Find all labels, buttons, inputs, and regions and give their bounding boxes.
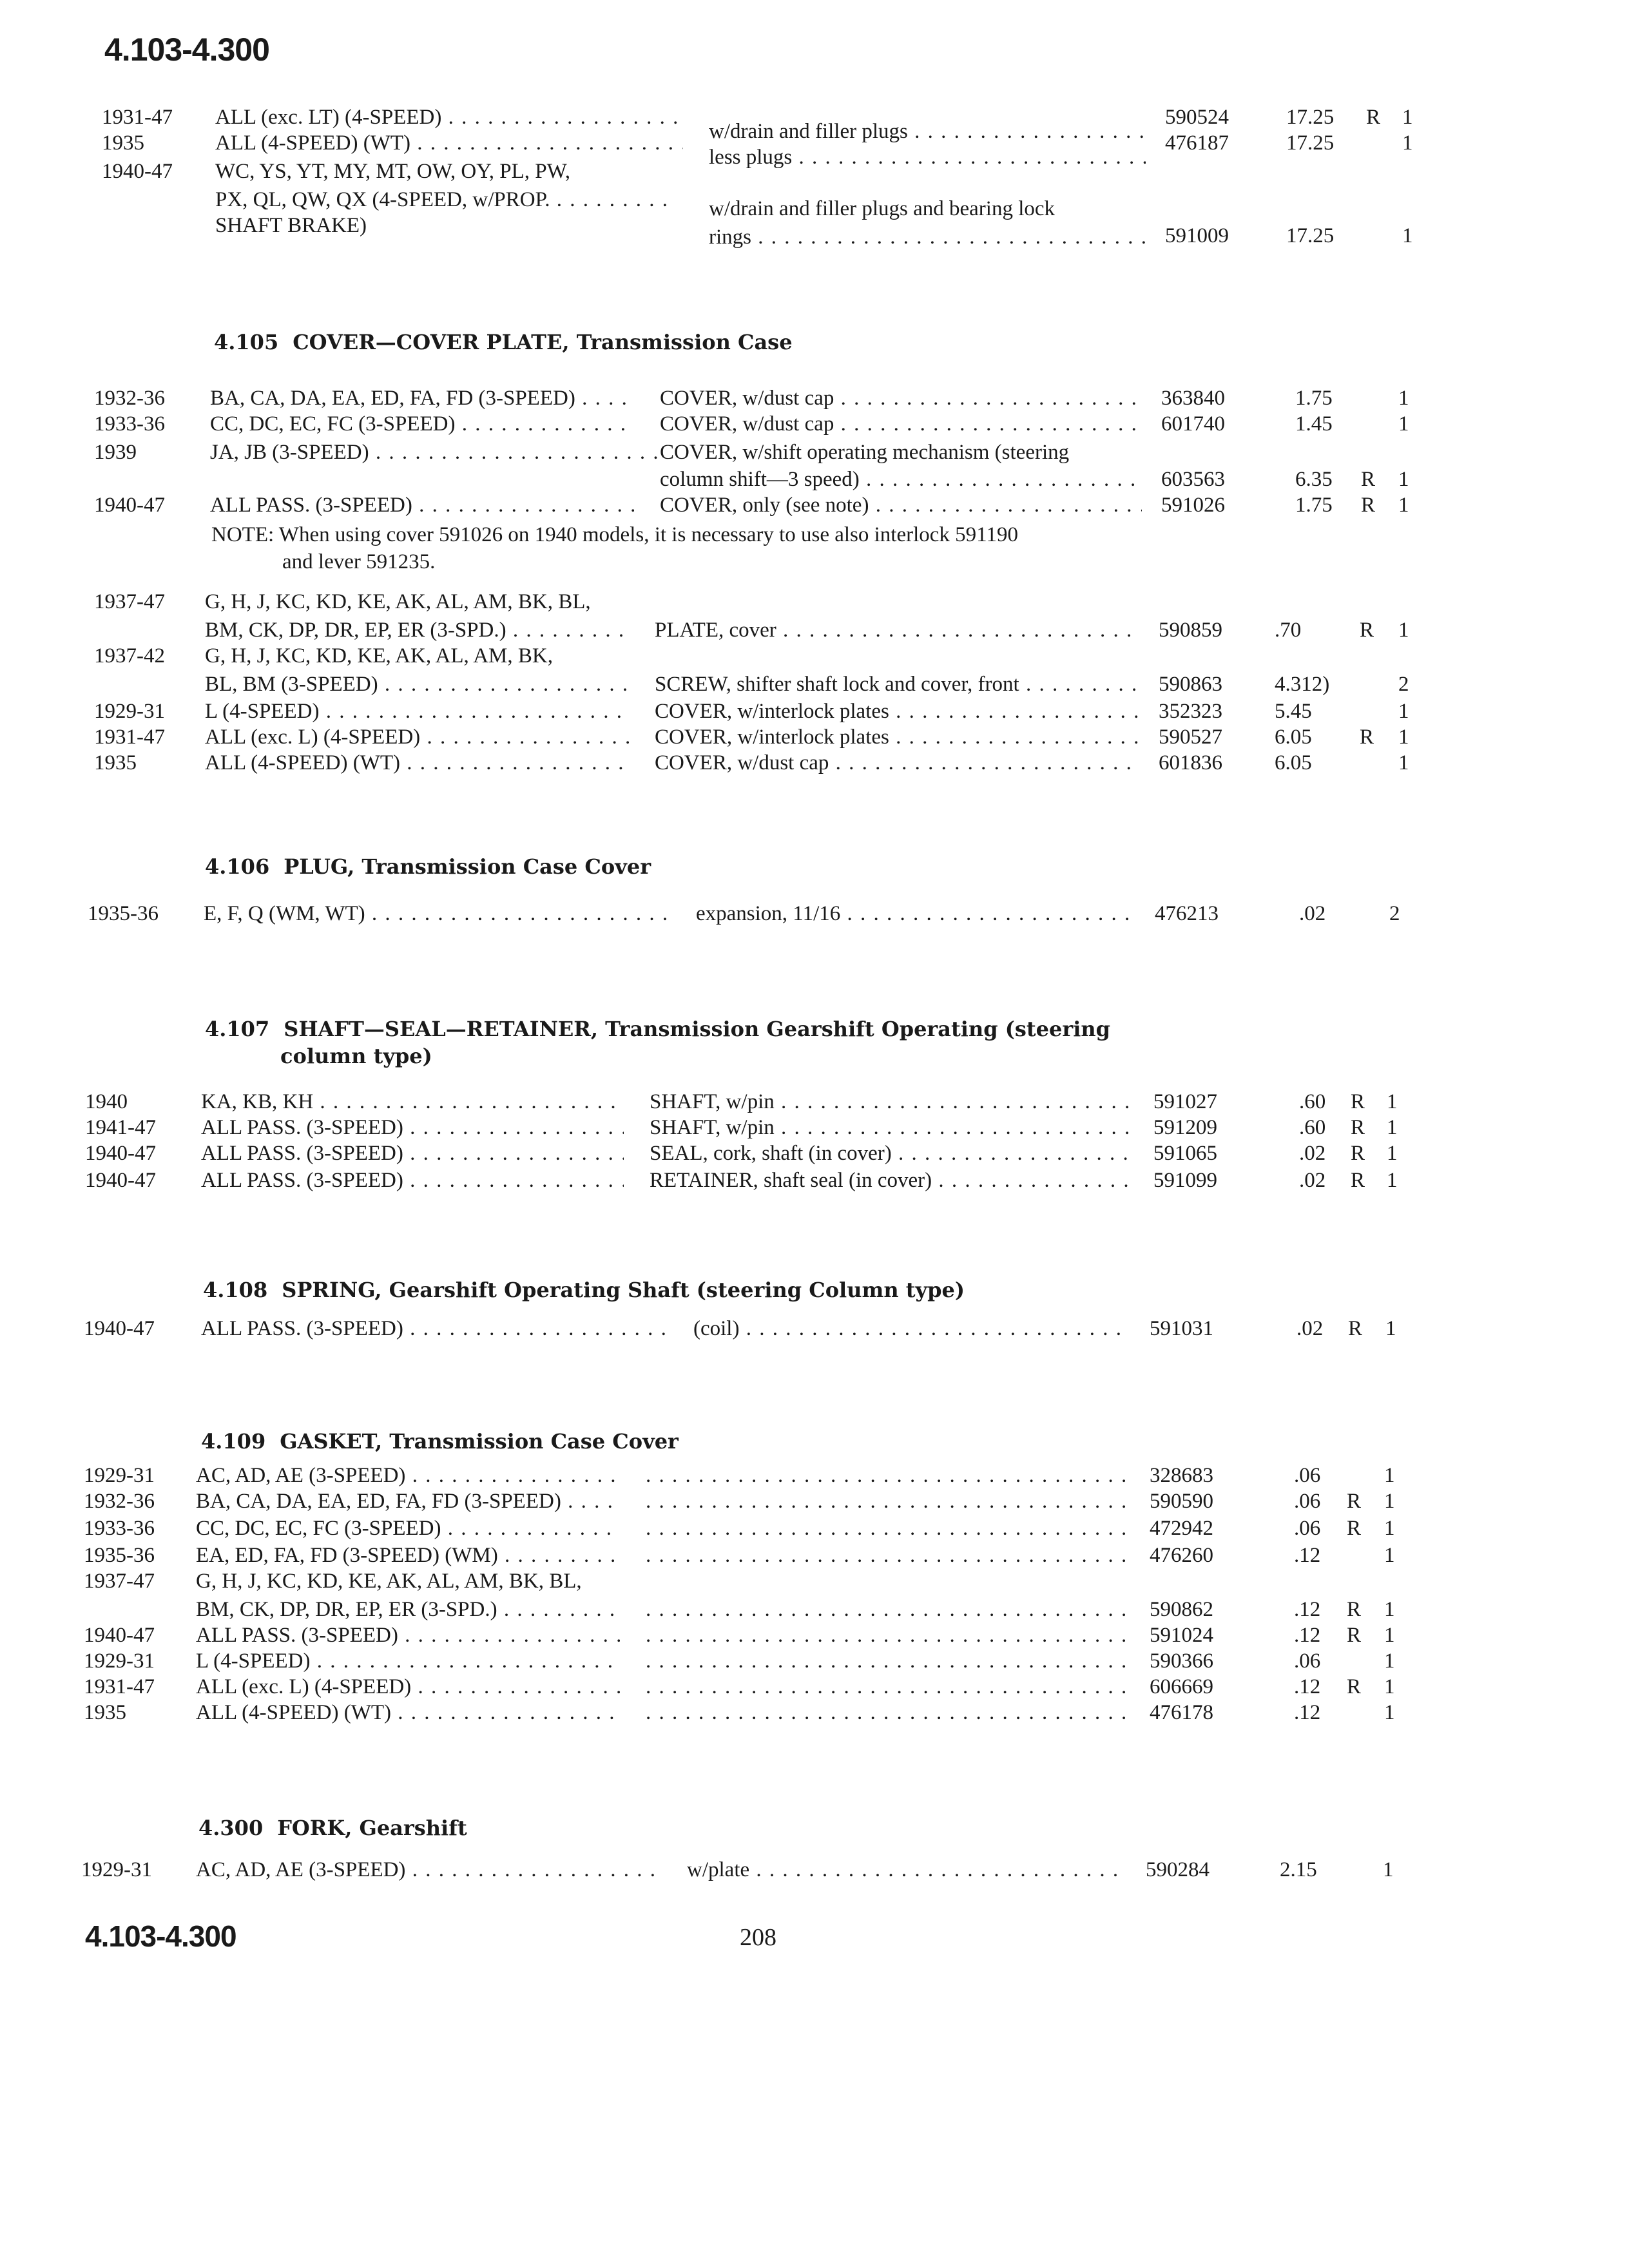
description-cell xyxy=(646,1698,1130,1727)
quantity-cell: 1 xyxy=(1398,726,1409,749)
part-number-cell: 590862 xyxy=(1150,1598,1213,1621)
models-cell: AC, AD, AE (3-SPEED) . . . xyxy=(196,1856,661,1884)
models-cell: BM, CK, DP, DR, EP, ER (3-SPD.) . . . xyxy=(205,616,629,644)
price-cell: 17.25 xyxy=(1286,106,1335,129)
price-cell: .06 xyxy=(1294,1649,1321,1673)
description-cell: column shift—3 speed) . . . xyxy=(660,465,1142,494)
quantity-cell: 1 xyxy=(1387,1116,1398,1139)
part-number-cell: 363840 xyxy=(1161,387,1225,410)
price-cell: 1.75 xyxy=(1295,494,1333,517)
year-cell: 1935-36 xyxy=(84,1544,155,1567)
models-cell: ALL PASS. (3-SPEED) . . . xyxy=(201,1314,668,1343)
models-cell: ALL PASS. (3-SPEED) . . . xyxy=(201,1139,624,1168)
page-header-title: 4.103-4.300 xyxy=(104,32,269,68)
code-cell: R xyxy=(1347,1624,1362,1647)
price-cell: 17.25 xyxy=(1286,224,1335,247)
code-cell: R xyxy=(1348,1317,1363,1340)
part-number-cell: 591065 xyxy=(1153,1142,1217,1165)
models-cell: L (4-SPEED) . . . xyxy=(196,1647,620,1675)
year-cell: 1929-31 xyxy=(84,1464,155,1487)
description-cell xyxy=(646,1487,1130,1515)
part-number-cell: 591099 xyxy=(1153,1169,1217,1192)
models-cell: KA, KB, KH . . . xyxy=(201,1088,624,1116)
part-number-cell: 606669 xyxy=(1150,1675,1213,1698)
parts-row xyxy=(0,410,1629,439)
parts-row xyxy=(0,222,1629,251)
price-cell: .12 xyxy=(1294,1675,1321,1698)
section-title: PLUG, Transmission Case Cover xyxy=(284,854,651,879)
section-number: 4.300 xyxy=(198,1816,264,1840)
description-cell xyxy=(646,1673,1130,1701)
quantity-cell: 1 xyxy=(1402,224,1413,247)
quantity-cell: 1 xyxy=(1384,1517,1395,1540)
quantity-cell: 2 xyxy=(1398,673,1409,696)
section-heading-4-109 xyxy=(201,1429,679,1454)
description-cell: COVER, w/dust cap . . . xyxy=(660,384,1142,412)
parts-row xyxy=(0,588,1629,617)
year-cell: 1933-36 xyxy=(84,1517,155,1540)
models-cell: CC, DC, EC, FC (3-SPEED) . . . xyxy=(210,410,634,438)
price-cell: .02 xyxy=(1299,1169,1326,1192)
description-cell: SHAFT, w/pin . . . xyxy=(650,1088,1134,1116)
models-cell: ALL (exc. L) (4-SPEED) . . . xyxy=(205,723,629,751)
price-cell: .02 xyxy=(1296,1317,1324,1340)
price-cell: .12 xyxy=(1294,1624,1321,1647)
description-cell xyxy=(646,1647,1130,1675)
section-title: GASKET, Transmission Case Cover xyxy=(280,1429,679,1454)
year-cell: 1929-31 xyxy=(81,1858,152,1881)
models-cell: G, H, J, KC, KD, KE, AK, AL, AM, BK, BL, xyxy=(196,1570,582,1593)
quantity-cell: 1 xyxy=(1384,1544,1395,1567)
models-cell: ALL PASS. (3-SPEED) . . . xyxy=(201,1166,624,1195)
section-heading-4-107 xyxy=(205,1017,1110,1041)
price-cell: 1.75 xyxy=(1295,387,1333,410)
part-number-cell: 591031 xyxy=(1150,1317,1213,1340)
models-cell: ALL (4-SPEED) (WT) . . . xyxy=(215,129,683,157)
year-cell: 1940-47 xyxy=(85,1142,156,1165)
parts-row xyxy=(0,129,1629,169)
part-number-cell: 352323 xyxy=(1159,700,1222,723)
year-cell: 1941-47 xyxy=(85,1116,156,1139)
quantity-cell: 1 xyxy=(1384,1464,1395,1487)
parts-row xyxy=(0,1567,1629,1597)
year-cell: 1937-42 xyxy=(94,644,165,668)
part-number-cell: 601836 xyxy=(1159,751,1222,774)
quantity-cell: 1 xyxy=(1402,106,1413,129)
parts-row xyxy=(0,749,1629,778)
part-number-cell: 476187 xyxy=(1165,131,1229,155)
price-cell: .06 xyxy=(1294,1517,1321,1540)
description-cell: w/drain and filler plugs . . . xyxy=(709,117,1146,146)
price-cell: .12 xyxy=(1294,1544,1321,1567)
section-heading-4-106 xyxy=(205,854,651,879)
part-number-cell: 603563 xyxy=(1161,468,1225,491)
part-number-cell: 591009 xyxy=(1165,224,1229,247)
description-cell: COVER, w/dust cap . . . xyxy=(660,410,1142,438)
code-cell: R xyxy=(1361,468,1376,491)
price-cell: .60 xyxy=(1299,1116,1326,1139)
models-cell: ALL PASS. (3-SPEED) . . . xyxy=(210,491,634,519)
year-cell: 1940-47 xyxy=(84,1624,155,1647)
description-cell: expansion, 11/16 . . . xyxy=(696,899,1135,928)
models-cell: AC, AD, AE (3-SPEED) . . . xyxy=(196,1461,620,1490)
part-number-cell: 476178 xyxy=(1150,1701,1213,1724)
models-cell: BL, BM (3-SPEED) . . . xyxy=(205,670,629,698)
section-title: SHAFT—SEAL—RETAINER, Transmission Gearshift Operating (steering xyxy=(284,1017,1111,1041)
quantity-cell: 1 xyxy=(1398,619,1409,642)
section-title: FORK, Gearshift xyxy=(277,1816,467,1840)
part-number-cell: 590859 xyxy=(1159,619,1222,642)
price-cell: .06 xyxy=(1294,1464,1321,1487)
models-cell: WC, YS, YT, MY, MT, OW, OY, PL, PW, xyxy=(215,160,570,183)
parts-row xyxy=(0,1139,1629,1169)
section-heading-4-107-line2: column type) xyxy=(280,1044,432,1068)
parts-row xyxy=(0,1698,1629,1728)
models-cell: G, H, J, KC, KD, KE, AK, AL, AM, BK, BL, xyxy=(205,590,591,613)
quantity-cell: 1 xyxy=(1385,1317,1396,1340)
code-cell: R xyxy=(1347,1490,1362,1513)
part-number-cell: 601740 xyxy=(1161,412,1225,436)
parts-row xyxy=(0,438,1629,468)
description-cell: RETAINER, shaft seal (in cover) . . . xyxy=(650,1166,1134,1195)
price-cell: .12 xyxy=(1294,1701,1321,1724)
year-cell: 1940-47 xyxy=(102,160,173,183)
part-number-cell: 476260 xyxy=(1150,1544,1213,1567)
price-cell: 17.25 xyxy=(1286,131,1335,155)
part-number-cell: 476213 xyxy=(1155,902,1219,925)
price-cell: 1.45 xyxy=(1295,412,1333,436)
year-cell: 1935 xyxy=(94,751,137,774)
quantity-cell: 1 xyxy=(1398,700,1409,723)
description-cell: w/drain and filler plugs and bearing lock xyxy=(709,197,1055,220)
description-cell: COVER, only (see note) . . . xyxy=(660,491,1142,519)
section-number: 4.105 xyxy=(214,330,279,354)
description-cell xyxy=(646,1461,1130,1490)
code-cell: R xyxy=(1360,619,1374,642)
quantity-cell: 1 xyxy=(1384,1490,1395,1513)
code-cell: R xyxy=(1351,1116,1365,1139)
section-note-line2: and lever 591235. xyxy=(282,550,436,573)
models-cell: BM, CK, DP, DR, EP, ER (3-SPD.) . . . xyxy=(196,1595,620,1624)
models-cell: ALL PASS. (3-SPEED) . . . xyxy=(196,1621,620,1649)
year-cell: 1932-36 xyxy=(84,1490,155,1513)
description-cell: SEAL, cork, shaft (in cover) . . . xyxy=(650,1139,1134,1168)
quantity-cell: 1 xyxy=(1398,412,1409,436)
description-cell: COVER, w/dust cap . . . xyxy=(655,749,1139,777)
year-cell: 1931-47 xyxy=(94,726,165,749)
price-cell: 2.15 xyxy=(1280,1858,1317,1881)
part-number-cell: 590366 xyxy=(1150,1649,1213,1673)
part-number-cell: 590284 xyxy=(1146,1858,1210,1881)
description-cell: PLATE, cover . . . xyxy=(655,616,1139,644)
price-cell: 6.05 xyxy=(1275,726,1312,749)
section-number: 4.106 xyxy=(205,854,270,879)
year-cell: 1933-36 xyxy=(94,412,165,436)
quantity-cell: 1 xyxy=(1387,1169,1398,1192)
section-heading-4-108 xyxy=(203,1278,965,1302)
year-cell: 1931-47 xyxy=(102,106,173,129)
price-cell: 6.05 xyxy=(1275,751,1312,774)
description-cell: COVER, w/interlock plates . . . xyxy=(655,723,1139,751)
year-cell: 1929-31 xyxy=(84,1649,155,1673)
price-cell: 6.35 xyxy=(1295,468,1333,491)
year-cell: 1937-47 xyxy=(84,1570,155,1593)
section-title: SPRING, Gearshift Operating Shaft (steering Column type) xyxy=(282,1278,965,1302)
description-cell: w/plate . . . xyxy=(687,1856,1126,1884)
quantity-cell: 1 xyxy=(1398,494,1409,517)
quantity-cell: 1 xyxy=(1398,387,1409,410)
description-cell xyxy=(646,1621,1130,1649)
models-cell: ALL (4-SPEED) (WT) . . . xyxy=(205,749,629,777)
year-cell: 1929-31 xyxy=(94,700,165,723)
code-cell: R xyxy=(1347,1517,1362,1540)
description-cell xyxy=(646,1541,1130,1570)
year-cell: 1935-36 xyxy=(88,902,159,925)
models-cell: E, F, Q (WM, WT) . . . xyxy=(204,899,670,928)
part-number-cell: 591209 xyxy=(1153,1116,1217,1139)
models-cell: SHAFT BRAKE) xyxy=(215,214,367,237)
year-cell: 1931-47 xyxy=(84,1675,155,1698)
parts-row xyxy=(0,1856,1629,1885)
quantity-cell: 1 xyxy=(1384,1675,1395,1698)
year-cell: 1940 xyxy=(85,1090,128,1113)
page-footer-title: 4.103-4.300 xyxy=(85,1919,236,1953)
year-cell: 1935 xyxy=(102,131,144,155)
code-cell: R xyxy=(1347,1598,1362,1621)
quantity-cell: 2 xyxy=(1389,902,1400,925)
parts-row xyxy=(0,670,1629,700)
models-cell: BA, CA, DA, EA, ED, FA, FD (3-SPEED) . . . xyxy=(196,1487,620,1515)
quantity-cell: 1 xyxy=(1398,468,1409,491)
parts-row xyxy=(0,899,1629,929)
page-number: 208 xyxy=(740,1924,776,1951)
part-number-cell: 591024 xyxy=(1150,1624,1213,1647)
models-cell: EA, ED, FA, FD (3-SPEED) (WM) . . . xyxy=(196,1541,620,1570)
part-number-cell: 590527 xyxy=(1159,726,1222,749)
description-cell xyxy=(646,1514,1130,1542)
models-cell: L (4-SPEED) . . . xyxy=(205,697,629,726)
parts-row xyxy=(0,1514,1629,1544)
models-cell: PX, QL, QW, QX (4-SPEED, w/PROP. . . . xyxy=(215,186,666,214)
part-number-cell: 590863 xyxy=(1159,673,1222,696)
year-cell: 1940-47 xyxy=(84,1317,155,1340)
year-cell: 1940-47 xyxy=(94,494,165,517)
year-cell: 1935 xyxy=(84,1701,126,1724)
description-cell: less plugs . . . xyxy=(709,143,1146,171)
models-cell: ALL (exc. L) (4-SPEED) . . . xyxy=(196,1673,620,1701)
section-number: 4.108 xyxy=(203,1278,268,1302)
price-cell: .12 xyxy=(1294,1598,1321,1621)
code-cell: R xyxy=(1361,494,1376,517)
section-heading-4-300 xyxy=(198,1816,467,1840)
parts-row xyxy=(0,1314,1629,1344)
section-heading-4-105 xyxy=(214,330,793,354)
quantity-cell: 1 xyxy=(1402,131,1413,155)
description-cell xyxy=(646,1595,1130,1624)
models-cell: ALL (exc. LT) (4-SPEED) . . . xyxy=(215,103,683,131)
quantity-cell: 1 xyxy=(1384,1598,1395,1621)
models-cell: ALL PASS. (3-SPEED) . . . xyxy=(201,1113,624,1142)
price-cell: 4.312) xyxy=(1275,673,1330,696)
part-number-cell: 328683 xyxy=(1150,1464,1213,1487)
parts-row xyxy=(0,1487,1629,1517)
year-cell: 1932-36 xyxy=(94,387,165,410)
price-cell: .70 xyxy=(1275,619,1302,642)
quantity-cell: 1 xyxy=(1384,1701,1395,1724)
description-cell: rings . . . xyxy=(709,223,1146,251)
price-cell: .60 xyxy=(1299,1090,1326,1113)
description-cell: SHAFT, w/pin . . . xyxy=(650,1113,1134,1142)
code-cell: R xyxy=(1347,1675,1362,1698)
code-cell: R xyxy=(1351,1142,1365,1165)
quantity-cell: 1 xyxy=(1384,1624,1395,1647)
quantity-cell: 1 xyxy=(1387,1142,1398,1165)
year-cell: 1939 xyxy=(94,441,137,464)
part-number-cell: 590590 xyxy=(1150,1490,1213,1513)
models-cell: BA, CA, DA, EA, ED, FA, FD (3-SPEED) . . . xyxy=(210,384,634,412)
part-number-cell: 472942 xyxy=(1150,1517,1213,1540)
quantity-cell: 1 xyxy=(1383,1858,1394,1881)
models-cell: CC, DC, EC, FC (3-SPEED) . . . xyxy=(196,1514,620,1542)
description-cell: SCREW, shifter shaft lock and cover, front . . . xyxy=(655,670,1139,698)
models-cell: ALL (4-SPEED) (WT) . . . xyxy=(196,1698,620,1727)
code-cell: R xyxy=(1351,1090,1365,1113)
code-cell: R xyxy=(1360,726,1374,749)
parts-row xyxy=(0,491,1629,521)
price-cell: .02 xyxy=(1299,1142,1326,1165)
price-cell: 5.45 xyxy=(1275,700,1312,723)
code-cell: R xyxy=(1351,1169,1365,1192)
description-cell: COVER, w/shift operating mechanism (steering xyxy=(660,441,1070,464)
models-cell: JA, JB (3-SPEED) . . . xyxy=(210,438,661,466)
section-note-line1: NOTE: When using cover 591026 on 1940 models, it is necessary to use also interlock 591190 xyxy=(211,523,1018,546)
part-number-cell: 591026 xyxy=(1161,494,1225,517)
parts-row xyxy=(0,642,1629,671)
section-title: COVER—COVER PLATE, Transmission Case xyxy=(293,330,793,354)
section-number: 4.109 xyxy=(201,1429,266,1454)
quantity-cell: 1 xyxy=(1398,751,1409,774)
year-cell: 1937-47 xyxy=(94,590,165,613)
price-cell: .06 xyxy=(1294,1490,1321,1513)
code-cell: R xyxy=(1366,106,1381,129)
part-number-cell: 590524 xyxy=(1165,106,1229,129)
year-cell: 1940-47 xyxy=(85,1169,156,1192)
quantity-cell: 1 xyxy=(1384,1649,1395,1673)
parts-row xyxy=(0,1166,1629,1196)
quantity-cell: 1 xyxy=(1387,1090,1398,1113)
parts-row xyxy=(0,157,1629,187)
models-cell: G, H, J, KC, KD, KE, AK, AL, AM, BK, xyxy=(205,644,553,668)
description-cell: (coil) . . . xyxy=(693,1314,1130,1343)
price-cell: .02 xyxy=(1299,902,1326,925)
section-number: 4.107 xyxy=(205,1017,270,1041)
description-cell: COVER, w/interlock plates . . . xyxy=(655,697,1139,726)
part-number-cell: 591027 xyxy=(1153,1090,1217,1113)
